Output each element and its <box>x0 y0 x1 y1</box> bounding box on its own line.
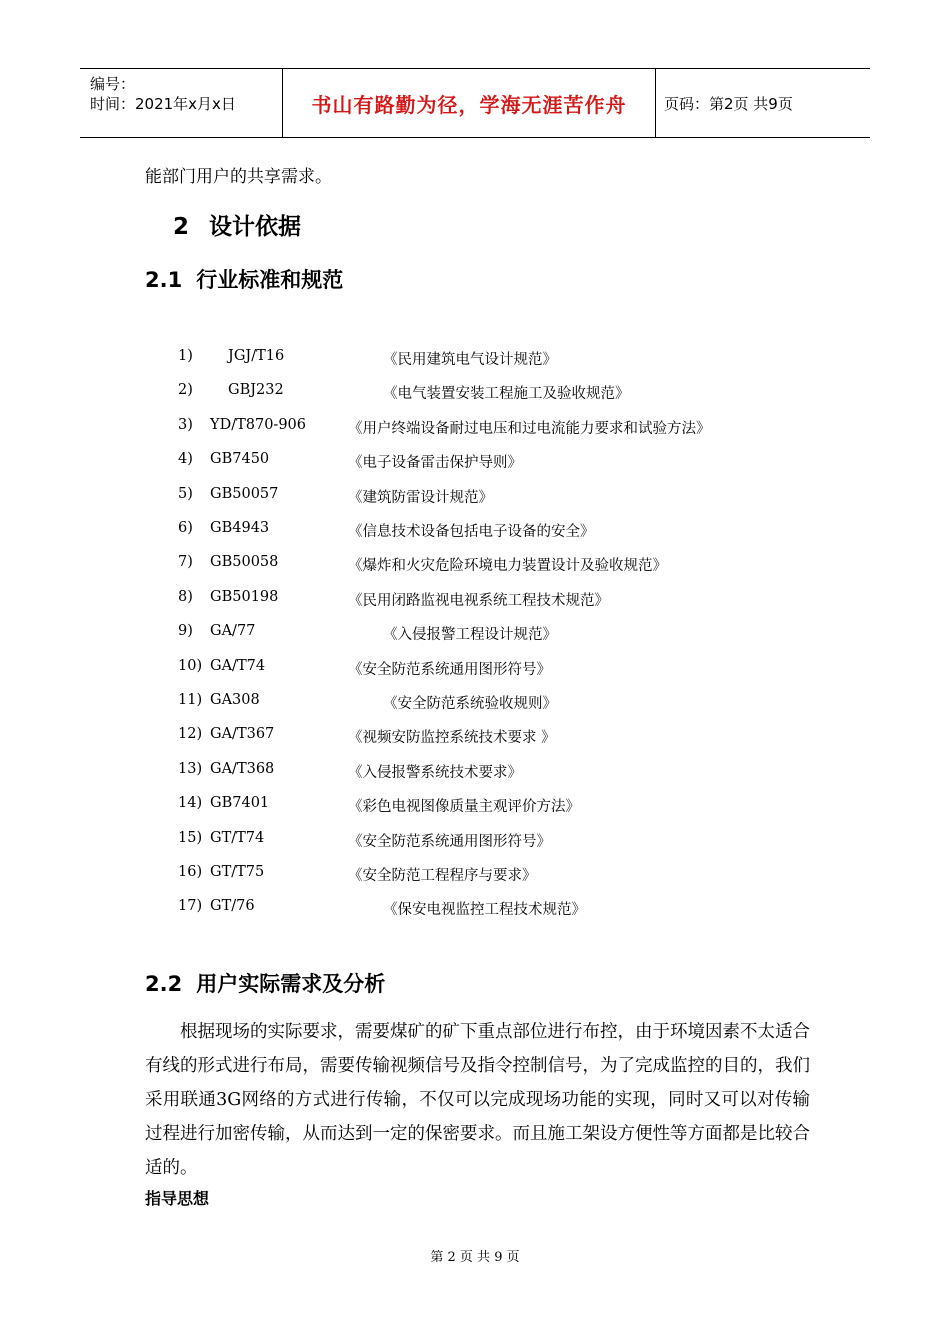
body-paragraph <box>145 1015 810 1185</box>
standard-code: GA/T367 <box>210 726 275 743</box>
standard-code: GA/T368 <box>210 760 275 777</box>
standard-title: 《电气装置安装工程施工及验收规范》 <box>383 386 630 403</box>
standard-title: 《安全防范系统通用图形符号》 <box>348 661 551 678</box>
standard-number: 15) <box>178 829 203 846</box>
standard-title: 《入侵报警工程设计规范》 <box>383 627 557 644</box>
standard-code: GB7450 <box>210 451 270 468</box>
standard-number: 1) <box>178 348 193 364</box>
number-label: 编号： <box>90 75 136 93</box>
section-number: 2.2 <box>145 972 183 996</box>
header-meta <box>80 69 283 137</box>
standard-number: 3) <box>178 416 193 433</box>
section-heading-2 <box>173 208 301 241</box>
standard-number: 17) <box>178 898 203 915</box>
subheading: 指导思想 <box>145 1189 210 1208</box>
standard-title: 《保安电视监控工程技术规范》 <box>383 902 586 919</box>
section-heading-2-1 <box>145 264 343 294</box>
standard-code: GT/76 <box>210 898 255 915</box>
section-heading-2-2 <box>145 968 385 998</box>
standard-number: 2) <box>178 382 193 399</box>
standard-code: GA308 <box>210 692 260 708</box>
standard-code: YD/T870-906 <box>210 416 307 433</box>
standard-title: 《用户终端设备耐过电压和过电流能力要求和试验方法》 <box>348 420 711 437</box>
standard-number: 13) <box>178 760 203 777</box>
page-footer: 第 2 页 共 9 页 <box>430 1250 520 1265</box>
standard-title: 《安全防范工程程序与要求》 <box>348 868 537 884</box>
standard-title: 《建筑防雷设计规范》 <box>348 489 493 506</box>
standard-title: 《民用闭路监视电视系统工程技术规范》 <box>348 592 609 609</box>
standard-code: JGJ/T16 <box>228 348 285 364</box>
standard-number: 7) <box>178 554 193 571</box>
standard-number: 11) <box>178 692 203 708</box>
standard-title: 《安全防范系统通用图形符号》 <box>348 833 551 850</box>
standard-number: 4) <box>178 451 193 468</box>
standard-title: 《入侵报警系统技术要求》 <box>348 764 522 781</box>
standard-number: 5) <box>178 485 193 502</box>
standard-number: 8) <box>178 588 193 605</box>
paragraph-text: 根据现场的实际要求，需要煤矿的矿下重点部位进行布控，由于环境因素不太适合有线的形式进行布局，需要传输视频信号及指令控制信号，为了完成监控的目的，我们采用联通3G网络的方式进行传输，不仅可以完成现场功能的实现，同时又可以对传输过程进行加密传输，从而达到一定的保密要求。而且施工架设方便性等方面都是比较合适的。 <box>145 1022 810 1178</box>
standard-number: 10) <box>178 657 203 674</box>
section-title: 用户实际需求及分析 <box>196 972 386 996</box>
standard-title: 《爆炸和火灾危险环境电力装置设计及验收规范》 <box>348 558 667 575</box>
standard-number: 16) <box>178 864 203 880</box>
standard-code: GB50198 <box>210 588 279 605</box>
page-indicator: 页码：第2页 共9页 <box>664 94 793 113</box>
standard-number: 6) <box>178 520 193 536</box>
section-number: 2.1 <box>145 268 183 292</box>
standard-title: 《彩色电视图像质量主观评价方法》 <box>348 799 580 816</box>
standard-code: GB50058 <box>210 554 279 571</box>
standard-title: 《民用建筑电气设计规范》 <box>383 352 557 368</box>
standard-title: 《安全防范系统验收规则》 <box>383 696 557 712</box>
standard-code: GT/T75 <box>210 864 265 880</box>
section-number: 2 <box>173 214 190 240</box>
standard-number: 12) <box>178 726 203 743</box>
standard-code: GT/T74 <box>210 829 265 846</box>
motto: 书山有路勤为径，学海无涯苦作舟 <box>311 92 627 117</box>
standard-code: GB7401 <box>210 795 270 812</box>
standard-code: GB50057 <box>210 485 279 502</box>
standard-code: GA/T74 <box>210 657 266 674</box>
standard-title: 《视频安防监控系统技术要求 》 <box>348 730 556 747</box>
page-header <box>80 68 870 138</box>
section-title: 行业标准和规范 <box>196 268 344 292</box>
header-motto-cell <box>283 69 656 137</box>
standard-code: GA/77 <box>210 623 256 640</box>
standard-number: 9) <box>178 623 193 640</box>
standard-title: 《电子设备雷击保护导则》 <box>348 455 522 472</box>
standard-code: GBJ232 <box>228 382 284 399</box>
standard-number: 14) <box>178 795 203 812</box>
intro-line: 能部门用户的共享需求。 <box>145 167 332 187</box>
date-label: 时间：2021年x月x日 <box>90 95 236 113</box>
section-title: 设计依据 <box>209 214 302 240</box>
standard-title: 《信息技术设备包括电子设备的安全》 <box>348 524 595 540</box>
standard-code: GB4943 <box>210 520 270 536</box>
